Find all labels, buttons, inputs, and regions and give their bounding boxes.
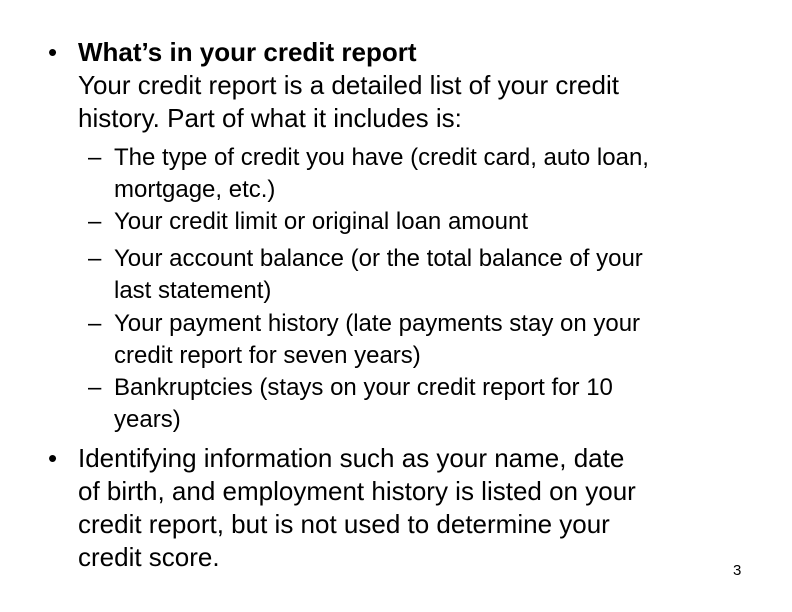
sub-item-line: Bankruptcies (stays on your credit report for 10 bbox=[114, 374, 613, 401]
sub-item-line: last statement) bbox=[114, 277, 272, 304]
sub-item-line: years) bbox=[114, 406, 181, 433]
sub-item-line: Your credit limit or original loan amount bbox=[114, 208, 528, 235]
body-line: of birth, and employment history is listed on your bbox=[78, 476, 636, 506]
sub-item-bankruptcies bbox=[114, 372, 613, 436]
body-line: credit score. bbox=[78, 542, 220, 572]
sub-item-line: mortgage, etc.) bbox=[114, 176, 276, 203]
sub-bullet-marker: – bbox=[88, 374, 102, 401]
sub-bullet-marker: – bbox=[88, 208, 102, 235]
body-line: Your credit report is a detailed list of your credit bbox=[78, 70, 619, 100]
body-line: Identifying information such as your name, date bbox=[78, 443, 625, 473]
sub-item-credit-limit bbox=[114, 206, 528, 238]
sub-bullet-marker: – bbox=[88, 310, 102, 337]
sub-item-line: Your account balance (or the total balance of your bbox=[114, 245, 643, 272]
sub-item-line: Your payment history (late payments stay on your bbox=[114, 310, 641, 337]
sub-bullet-marker: – bbox=[88, 144, 102, 171]
sub-item-line: credit report for seven years) bbox=[114, 342, 421, 369]
bullet-marker: • bbox=[48, 37, 58, 67]
body-line: history. Part of what it includes is: bbox=[78, 103, 462, 133]
section-credit-report-contents bbox=[78, 36, 619, 135]
body-line: credit report, but is not used to determine your bbox=[78, 509, 610, 539]
section-heading: What’s in your credit report bbox=[78, 37, 417, 67]
sub-item-account-balance bbox=[114, 243, 643, 307]
sub-item-line: The type of credit you have (credit card, auto loan, bbox=[114, 144, 649, 171]
sub-bullet-marker: – bbox=[88, 245, 102, 272]
sub-item-payment-history bbox=[114, 308, 640, 372]
page-number: 3 bbox=[733, 562, 742, 579]
bullet-marker: • bbox=[48, 443, 58, 473]
sub-item-credit-type bbox=[114, 142, 649, 206]
section-identifying-information bbox=[78, 442, 636, 574]
